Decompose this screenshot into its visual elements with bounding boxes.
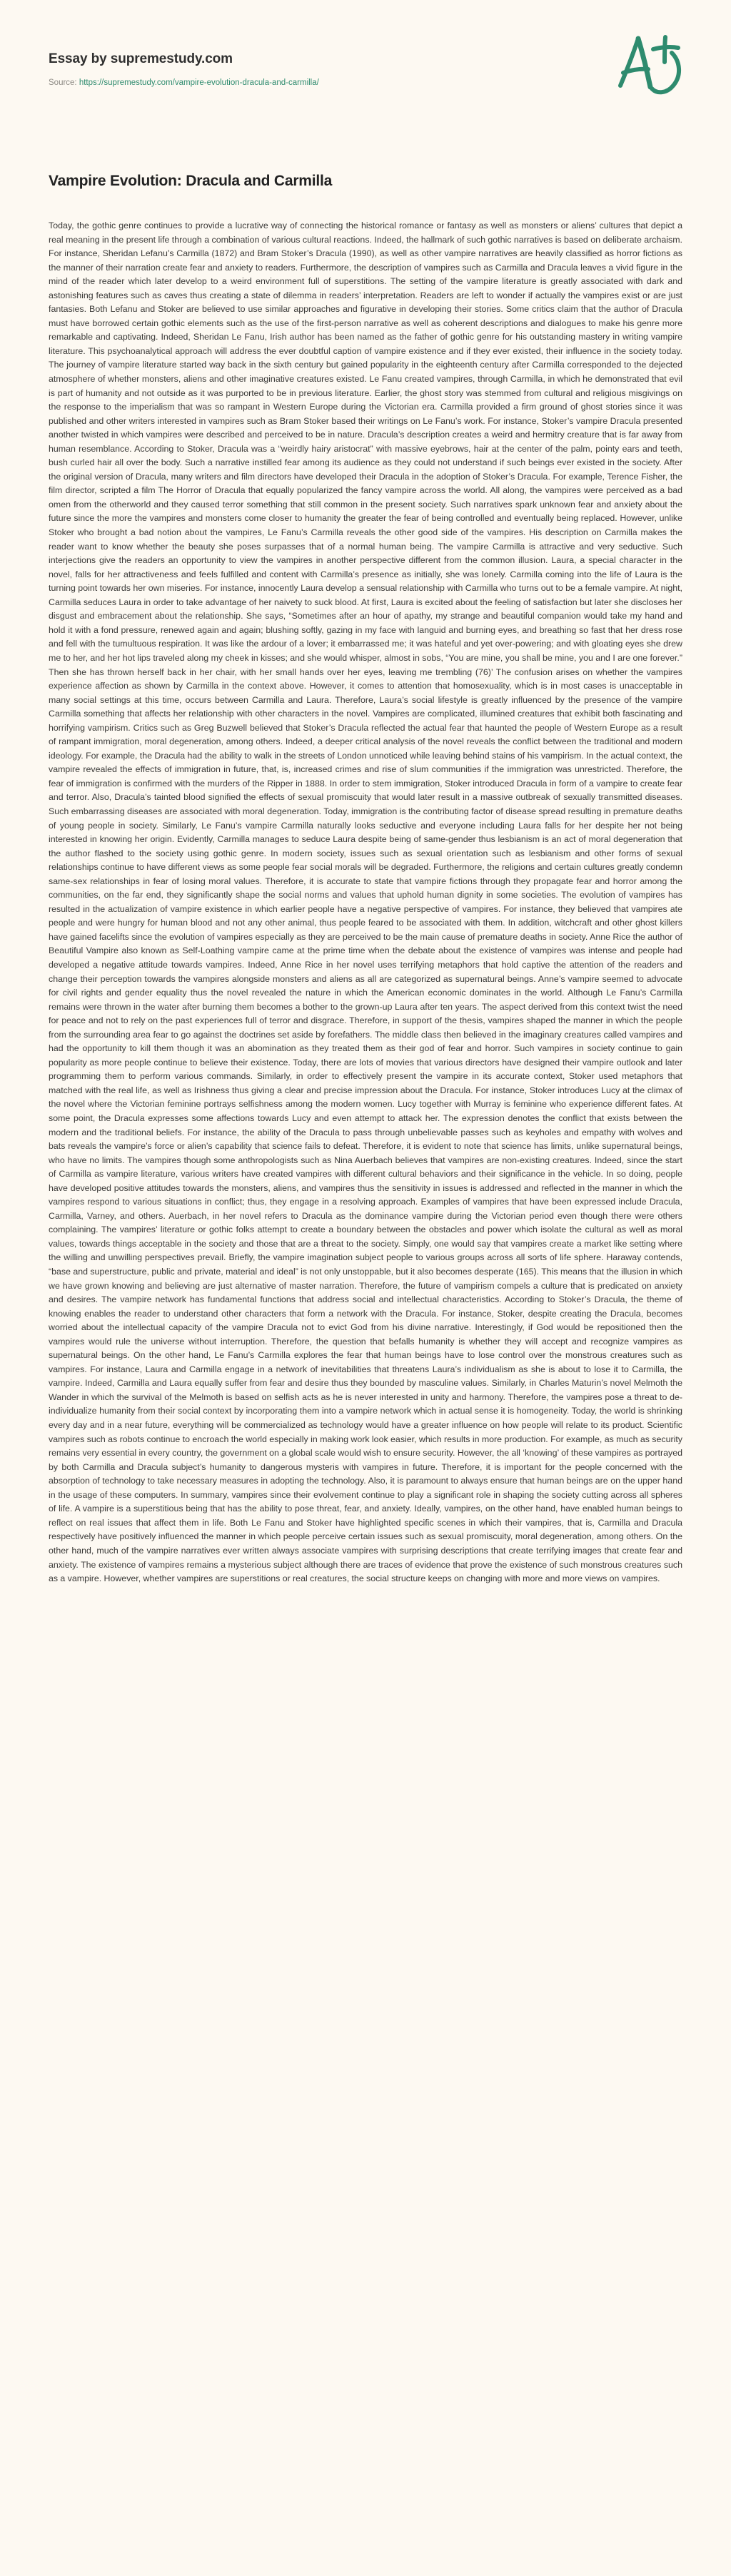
page-title: Vampire Evolution: Dracula and Carmilla bbox=[49, 173, 333, 190]
a-plus-logo-icon bbox=[612, 29, 691, 100]
a-plus-logo bbox=[612, 29, 691, 100]
page-header bbox=[0, 0, 731, 126]
source-label: Source: bbox=[49, 78, 77, 87]
source-line bbox=[49, 78, 319, 87]
brand-title: Essay by supremestudy.com bbox=[49, 51, 233, 66]
essay-body-container bbox=[49, 219, 682, 1586]
source-url-link[interactable]: https://supremestudy.com/vampire-evolution-dracula-and-carmilla/ bbox=[79, 78, 319, 87]
essay-paragraph: Today, the gothic genre continues to provide a lucrative way of connecting the historical romance or fantasy as well as monsters or aliens’ cultures that depict a real meaning in the present life through a combination of various cultural reactions. Indeed, the hallmark of such gothic narratives is based on deliberate archaism. For instance, Sheridan Lefanu’s Carmilla (1872) and Bram Stoker’s Dracula (1990), as well as other vampire narratives are heavily classified as horror fictions as the manner of their narration create fear and anxiety to readers. Furthermore, the description of vampires such as Carmilla and Dracula leaves a vivid figure in the mind of the reader which later develop to a weird environment full of superstitions. The setting of the vampire literature is greatly associated with dark and astonishing features such as caves thus creating a state of dilemma in readers’ interpretation. Readers are left to wonder if actually the vampires exist or are just fantasies. Both Lefanu and Stoker are believed to use similar approaches and figurative in developing their stories. Some critics claim that the author of Dracula must have borrowed certain gothic elements such as the use of the first-person narrative as well as coherent descriptions and dialogues to make his genre more remarkable and captivating. Indeed, Sheridan Le Fanu, Irish author has been named as the father of gothic genre for his outstanding mastery in writing vampire literature. This psychoanalytical approach will address the ever doubtful caption of vampire existence and if they ever existed, their influence in the society today. The journey of vampire literature started way back in the sixth century but gained popularity in the eighteenth century after Carmilla corresponded to the dejected atmosphere of whether monsters, aliens and other imaginative creatures existed. Le Fanu created vampires, through Carmilla, in which he demonstrated that evil is part of humanity and not outside as it was purported to be in previous literature. Earlier, the ghost story was stemmed from cultural and religious misgivings on the response to the imperialism that was so rampant in Western Europe during the Victorian era. Carmilla provided a firm ground of ghost stories since it was published and other writers interested in vampires such as Bram Stoker based their writings on Le Fanu’s work. For instance, Stoker’s vampire Dracula presented another twisted in which vampires were described and perceived to be in nature. Dracula’s description creates a weird and hermitry creature that is far away from human resemblance. According to Stoker, Dracula was a “weirdly hairy aristocrat” with massive eyebrows, hair at the center of the palm, pointy ears and teeth, bush curled hair all over the body. Such a narrative instilled fear among its audience as they could not understand if such beings ever existed in the society. After the original version of Dracula, many writers and film directors have developed their Dracula in the adoption of Stoker’s Dracula. For example, Terence Fisher, the film director, scripted a film The Horror of Dracula that equally popularized the fancy vampire across the world. All along, the vampires were perceived as a bad omen from the otherworld and they caused terror something that still common in the present society. Such narratives spark unknown fear and anxiety about the future since the more the vampires and monsters come closer to humanity the greater the fear of being controlled and eventually being replaced. However, unlike Stoker who brought a bad notion about the vampires, Le Fanu’s Carmilla reveals the other good side of the vampires. His description on Carmilla makes the reader want to know whether the beauty she poses surpasses that of a normal human being. The vampire Carmilla is attractive and very seductive. Such interjections give the readers an opportunity to view the vampires in another perspective different from the common illusion. Laura, a special character in the novel, falls for her attractiveness and feels fulfilled and content with Carmilla’s presence as initially, she was lonely. Carmilla coming into the life of Laura is the turning point towards her own miseries. For instance, innocently Laura develop a sensual relationship with Carmilla who turns out to be a female vampire. At night, Carmilla seduces Laura in order to take advantage of her naivety to suck blood. At first, Laura is excited about the feeling of satisfaction but later she discloses her disgust and embracement about the relationship. She says, “Sometimes after an hour of apathy, my strange and beautiful companion would take my hand and hold it with a fond pressure, renewed again and again; blushing softly, gazing in my face with languid and burning eyes, and breathing so fast that her dress rose and fell with the tumultuous respiration. It was like the ardour of a lover; it embarrassed me; it was hateful and yet over-powering; and with gloating eyes she drew me to her, and her hot lips traveled along my cheek in kisses; and she would whisper, almost in sobs, “You are mine, you shall be mine, you and I are one forever.” Then she has thrown herself back in her chair, with her small hands over her eyes, leaving me trembling (76)’ The confusion arises on whether the vampires experience affection as shown by Carmilla in the context above. However, it comes to attention that homosexuality, which is in most cases is unacceptable in many social settings at this time, occurs between Carmilla and Laura. Therefore, Laura’s social lifestyle is greatly influenced by the presence of the vampire Carmilla something that affects her relationship with other characters in the novel. Vampires are complicated, illumined creatures that exhibit both fascinating and horrifying vampirism. Critics such as Greg Buzwell believed that Stoker’s Dracula reflected the actual fear that haunted the people of Western Europe as a result of rampant immigration, moral degeneration, among others. Indeed, a deeper critical analysis of the novel reveals the conflict between the traditional and modern ideology. For example, the Dracula had the ability to walk in the streets of London unnoticed while leaving behind stains of his vampirism. In the actual context, the vampire revealed the effects of immigration in future, that, is, increased crimes and rise of slum communities if the immigration was unrestricted. Therefore, the fear of immigration is confirmed with the murders of the Ripper in 1888. In order to stem immigration, Stoker introduced Dracula in form of a vampire to create fear and terror. Also, Dracula’s tainted blood signified the effects of sexual promiscuity that would later result in a massive outbreak of sexually transmitted diseases. Such embarrassing diseases are associated with moral degeneration. Today, immigration is the contributing factor of disease spread resulting in premature deaths of young people in society. Similarly, Le Fanu’s vampire Carmilla naturally looks seductive and everyone including Laura falls for her despite her not being interested in knowing her origin. Evidently, Carmilla manages to seduce Laura despite being of same-gender thus lesbianism is an act of moral degeneration that the author flashed to the society using gothic genre. In modern society, issues such as sexual orientation such as lesbianism and other forms of sexual relationships continue to have different views as some people fear social morals will be degraded. Furthermore, the religions and certain cultures greatly condemn same-sex relationships in fear of losing moral values. Therefore, it is accurate to state that vampire fictions through they propagate fear and horror among the communities, on the far end, they significantly shape the social norms and values that uphold human dignity in some societies. The evolution of vampires has resulted in the actualization of vampire existence in which earlier people have a negative perspective of vampires. For instance, they believed that vampires ate people and were hungry for human blood and not any other animal, thus people feared to be associated with them. In addition, witchcraft and other ghost killers have gained facelifts since the evolution of vampires especially as they are perceived to be the main cause of premature deaths in society. Anne Rice the author of Beautiful Vampire also known as Self-Loathing vampire came at the prime time when the debate about the existence of vampires was intense and people had developed a negative attitude towards vampires. Indeed, Anne Rice in her novel uses terrifying metaphors that hold captive the attention of the readers and change their perception towards the vampires alongside monsters and aliens as all are categorized as supernatural beings. Anne’s vampire seemed to advocate for civil rights and gender equality thus the novel revealed the nature in which the American economic dominates in the world. Although Le Fanu’s Carmilla remains were thrown in the water after burning them becomes a bother to the grown-up Laura after ten years. The aspect derived from this context twist the need for peace and not to rely on the past experiences full of terror and disgrace. Therefore, in support of the thesis, vampires shaped the manner in which the people from the surrounding area fear to go against the doctrines set aside by forefathers. The middle class then believed in the imaginary creatures called vampires and had the opportunity to kill them though it was an abomination as they treated them as their god of fear and horror. Such vampires in society continue to gain popularity as more people continue to believe their existence. Today, there are lots of movies that various directors have designed their vampire outlook and later programming them to perform various commands. Similarly, in order to effectively present the vampire in its accurate context, Stoker used metaphors that matched with the real life, as well as Irishness thus giving a clear and precise impression about the Dracula. For instance, Stoker introduces Lucy at the climax of the novel where the Victorian feminine portrays selfishness among the modern women. Lucy together with Murray is feminine who experience different fates. At some point, the Dracula expresses some affections towards Lucy and even attempt to attack her. The expression denotes the conflict that exists between the modern and the traditional beliefs. For instance, the ability of the Dracula to pass through unbelievable passes such as keyholes and empathy with wolves and bats reveals the vampire’s force or alien’s capability that science fails to defeat. Therefore, it is evident to note that science has limits, unlike supernatural beings, who have no limits. The vampires though some anthropologists such as Nina Auerbach believes that vampires are non-existing creatures. Indeed, since the start of Carmilla as vampire literature, various writers have created vampires with different cultural behaviors and their significance in the vehicle. In so doing, people have developed positive attitudes towards the monsters, aliens, and vampires thus the sensitivity in issues is addressed and reflected in the manner in which the vampires respond to various situations in conflict; thus, they engage in a resolving approach. Examples of vampires that have been expressed include Dracula, Carmilla, Varney, and others. Auerbach, in her novel refers to Dracula as the dominance vampire during the Victorian period even though there were others complaining. The vampires’ literature or gothic folks attempt to create a boundary between the obstacles and power which isolate the cultural as well as moral values, towards things acceptable in the society and those that are a threat to the society. Simply, one would say that vampires create a market like setting where the willing and unwilling perspectives prevail. Briefly, the vampire imagination subject people to various groups across all sorts of life sphere. Haraway contends, “base and superstructure, public and private, material and ideal” is not only unstoppable, but it also becomes desperate (165). This means that the illusion in which we have grown knowing and believing are just alternative of master narration. Therefore, the future of vampirism compels a culture that is predicated on anxiety and desires. The vampire network has fundamental functions that address social and intellectual characteristics. According to Stoker’s Dracula, the theme of knowing enables the reader to understand other characters that form a network with the Dracula. For instance, Stoker, despite creating the Dracula, becomes worried about the intellectual capacity of the vampire Dracula not to evict God from his divine narrative. Interestingly, if God would be repositioned then the vampires would rule the universe without interruption. Therefore, the question that befalls humanity is whether they will accept and recognize vampires as supernatural beings. On the other hand, Le Fanu’s Carmilla explores the fear that human beings have to lose control over the monstrous creatures such as vampires. For instance, Laura and Carmilla engage in a network of inevitabilities that threatens Laura’s individualism as she is about to lose it to Carmilla, the vampire. Indeed, Carmilla and Laura equally suffer from fear and desire thus they bounded by masculine values. Similarly, in Charles Maturin’s novel Melmoth the Wander in which the survival of the Melmoth is based on selfish acts as he is never interested in unity and harmony. Therefore, the vampires pose a threat to de-individualize humanity from their social context by incorporating them into a vampire network which in actual sense it is homogeneity. Today, the world is shrinking every day and in a near future, everything will be commercialized as technology would have a greater influence on how people will relate to its product. Scientific vampires such as robots continue to encroach the world especially in making work look easier, which results in more production. For example, as much as security remains very essential in every country, the government on a global scale would wish to ensure security. However, the all ‘knowing’ of these vampires as portrayed by both Carmilla and Dracula subject’s humanity to dangerous mysteris with vampires in future. Therefore, it is important for the people concerned with the absorption of technology to take necessary measures in adopting the technology. Also, it is paramount to always ensure that human beings are on the upper hand in the usage of these computers. In summary, vampires since their evolvement continue to play a significant role in shaping the society cutting across all spheres of life. A vampire is a superstitious being that has the ability to pose threat, fear, and anxiety. Ideally, vampires, on the other hand, have enabled human beings to reflect on real issues that affect them in life. Both Le Fanu and Stoker have highlighted specific scenes in which their vampires, that is, Carmilla and Dracula respectively have positively influenced the manner in which people perceive certain issues such as sexual promiscuity, moral degeneration, among others. On the other hand, much of the vampire narratives ever written always associate vampires with surprising descriptions that create terrifying images that create fear and anxiety. The existence of vampires remains a mysterious subject although there are traces of evidence that prove the existence of such monstrous creatures such as a vampire. However, whether vampires are superstitions or real creatures, the social structure keeps on changing with more and more views on vampires. bbox=[49, 220, 682, 1584]
